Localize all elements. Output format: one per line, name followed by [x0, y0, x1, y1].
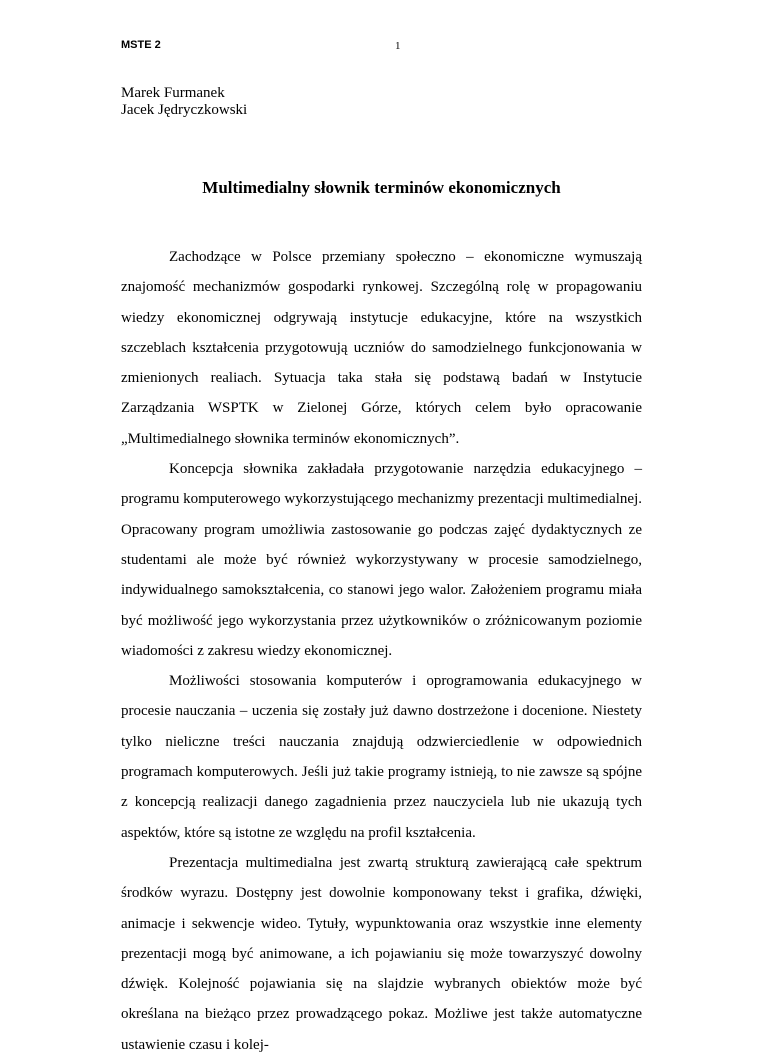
page-number: 1	[395, 40, 401, 52]
author-name: Jacek Jędryczkowski	[121, 102, 248, 118]
authors	[121, 85, 247, 119]
document-title: Multimedialny słownik terminów ekonomicznych	[202, 178, 561, 197]
body-text	[121, 242, 642, 1060]
paragraph: Koncepcja słownika zakładała przygotowanie narzędzia edukacyjnego – programu komputerowego wykorzystującego mechanizmy prezentacji multimedialnej. Opracowany program umożliwia zastosowanie go podczas zajęć dydaktycznych ze studentami ale może być również wykorzystywany w procesie samodzielnego, indywidualnego samokształcenia, co stanowi jego walor. Założeniem programu miała być możliwość jego wykorzystania przez użytkowników o zróżnicowanym poziomie wiadomości z zakresu wiedzy ekonomicznej.	[121, 461, 642, 659]
paragraph: Możliwości stosowania komputerów i oprogramowania edukacyjnego w procesie nauczania – uczenia się zostały już dawno dostrzeżone i docenione. Niestety tylko nieliczne treści nauczania znajdują odzwierciedlenie w odpowiednich programach komputerowych. Jeśli już takie programy istnieją, to nie zawsze są spójne z koncepcją realizacji danego zagadnienia przez nauczyciela lub nie ukazują tych aspektów, które są istotne ze względu na profil kształcenia.	[121, 673, 642, 841]
running-header: MSTE 2	[121, 39, 161, 51]
paragraph: Zachodzące w Polsce przemiany społeczno – ekonomiczne wymuszają znajomość mechanizmów gospodarki rynkowej. Szczególną rolę w propagowaniu wiedzy ekonomicznej odgrywają instytucje edukacyjne, które na wszystkich szczeblach kształcenia przygotowują uczniów do samodzielnego funkcjonowania w zmienionych realiach. Sytuacja taka stała się podstawą badań w Instytucie Zarządzania WSPTK w Zielonej Górze, których celem było opracowanie „Multimedialnego słownika terminów ekonomicznych”.	[121, 249, 642, 447]
paragraph: Prezentacja multimedialna jest zwartą strukturą zawierającą całe spektrum środków wyrazu. Dostępny jest dowolnie komponowany tekst i grafika, dźwięki, animacje i sekwencje wideo. Tytuły, wypunktowania oraz wszystkie inne elementy prezentacji mogą być animowane, a ich pojawianiu się może towarzyszyć dowolny dźwięk. Kolejność pojawiania się na slajdzie wybranych obiektów może być określana na bieżąco przez prowadzącego pokaz. Możliwe jest także automatyczne ustawienie czasu i kolej-	[121, 854, 642, 1053]
author-name: Marek Furmanek	[121, 85, 225, 101]
